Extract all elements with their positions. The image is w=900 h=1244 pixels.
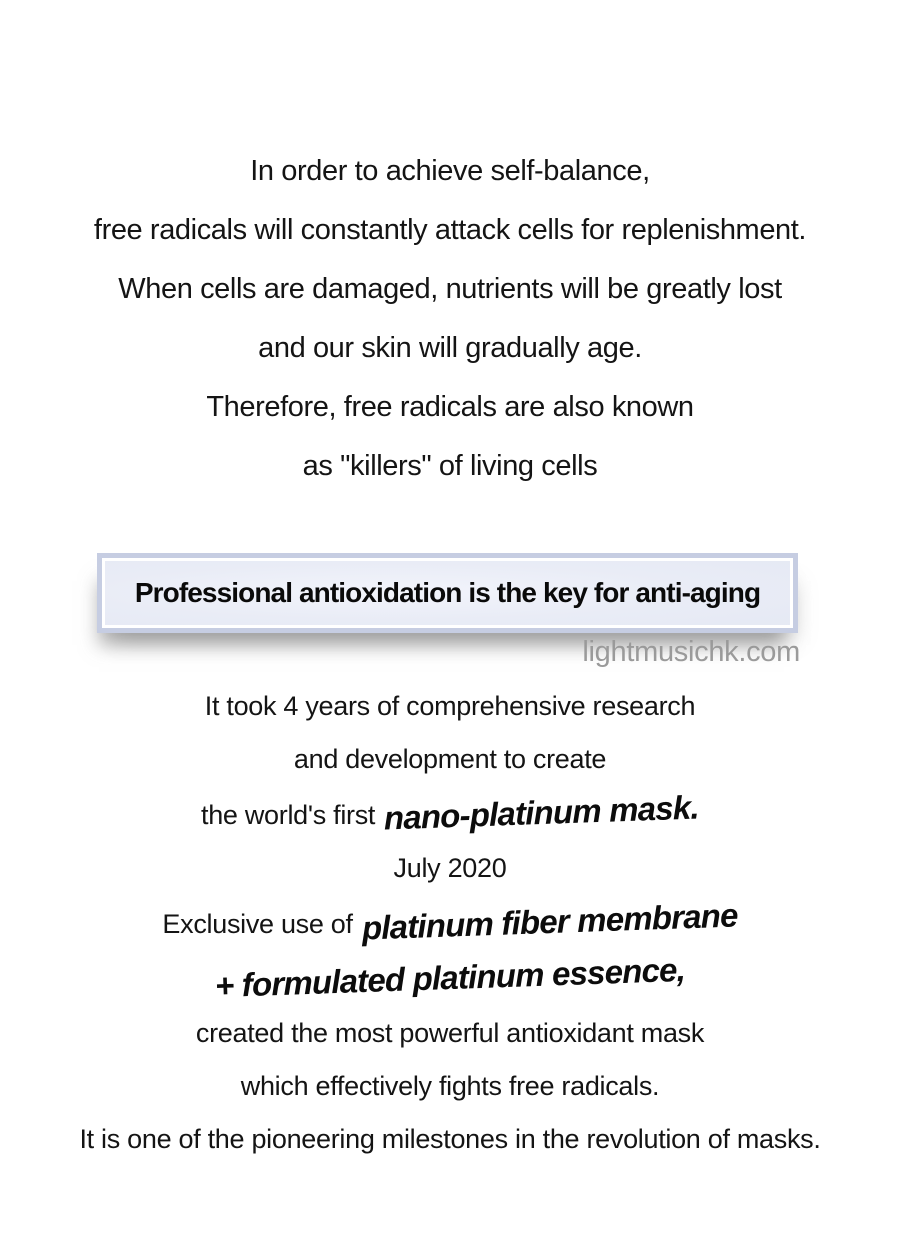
body-line-prefix: Exclusive use of [162, 909, 353, 939]
intro-paragraph [0, 142, 900, 496]
emphasis-formulated-platinum-essence: + formulated platinum essence, [214, 950, 686, 1005]
emphasis-nano-platinum-mask: nano-platinum mask. [383, 788, 700, 837]
body-line: It is one of the pioneering milestones in the revolution of masks. [79, 1124, 821, 1154]
research-paragraph [0, 680, 900, 1166]
body-line [0, 951, 900, 1007]
body-line-date: July 2020 [393, 853, 507, 883]
intro-line: In order to achieve self-balance, [250, 155, 650, 187]
intro-line: free radicals will constantly attack cells for replenishment. [93, 214, 807, 246]
body-line-prefix: the world's first [201, 800, 376, 830]
intro-line: When cells are damaged, nutrients will be greatly lost [118, 273, 782, 305]
body-line: created the most powerful antioxidant mask [195, 1018, 705, 1048]
body-line: and development to create [293, 744, 607, 774]
body-line: which effectively fights free radicals. [240, 1071, 660, 1101]
watermark: lightmusichk.com [582, 636, 800, 668]
intro-line: Therefore, free radicals are also known [206, 391, 694, 423]
intro-line: and our skin will gradually age. [258, 332, 642, 364]
intro-line: as "killers" of living cells [302, 450, 598, 482]
body-line: It took 4 years of comprehensive research [204, 691, 696, 721]
body-line [0, 786, 900, 842]
emphasis-platinum-fiber-membrane: platinum fiber membrane [361, 896, 738, 947]
body-line [0, 895, 900, 951]
highlight-banner [97, 553, 798, 633]
highlight-banner-text: Professional antioxidation is the key for anti-aging [134, 577, 761, 608]
